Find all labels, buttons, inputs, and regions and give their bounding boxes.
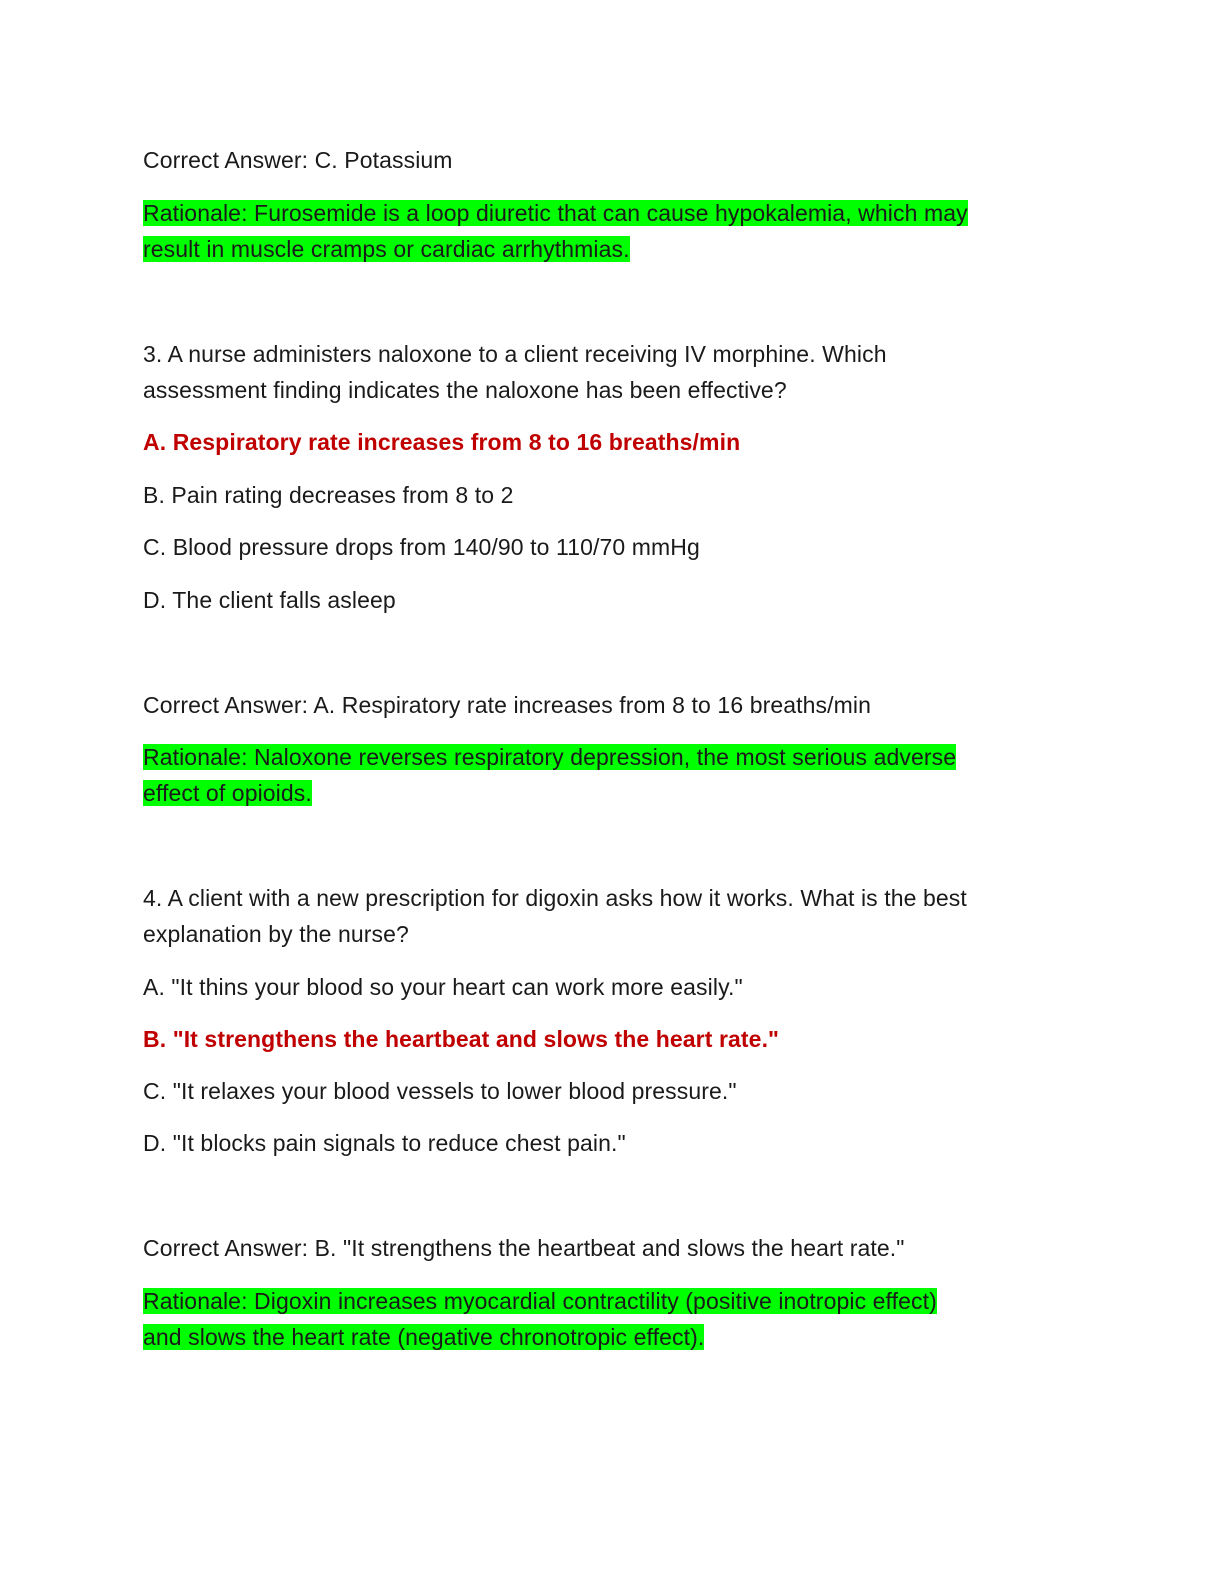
rationale-highlight: effect of opioids. [143, 780, 312, 806]
q3-option-a-correct: A. Respiratory rate increases from 8 to 16 breaths/min [143, 429, 741, 455]
q4-option-b-correct: B. "It strengthens the heartbeat and slows the heart rate." [143, 1026, 780, 1052]
rationale-q4-line1 [143, 1286, 937, 1316]
question-4-line2: explanation by the nurse? [143, 921, 409, 947]
q4-option-d: D. "It blocks pain signals to reduce chest pain." [143, 1130, 626, 1156]
rationale-highlight: Rationale: Naloxone reverses respiratory depression, the most serious adverse [143, 744, 957, 770]
rationale-highlight: Rationale: Digoxin increases myocardial contractility (positive inotropic effect) [143, 1288, 937, 1314]
rationale-q2-line1 [143, 198, 968, 228]
q3-option-d: D. The client falls asleep [143, 587, 396, 613]
rationale-highlight: Rationale: Furosemide is a loop diuretic that can cause hypokalemia, which may [143, 200, 968, 226]
question-4-line1: 4. A client with a new prescription for digoxin asks how it works. What is the best [143, 885, 967, 911]
rationale-q3-line2 [143, 778, 312, 808]
correct-answer-q4: Correct Answer: B. "It strengthens the heartbeat and slows the heart rate." [143, 1235, 905, 1261]
rationale-q4-line2 [143, 1322, 704, 1352]
correct-answer-q3: Correct Answer: A. Respiratory rate increases from 8 to 16 breaths/min [143, 692, 871, 718]
rationale-highlight: result in muscle cramps or cardiac arrhythmias. [143, 236, 630, 262]
correct-answer-q2: Correct Answer: C. Potassium [143, 147, 453, 173]
q3-option-c: C. Blood pressure drops from 140/90 to 110/70 mmHg [143, 534, 700, 560]
rationale-q3-line1 [143, 742, 956, 772]
q4-option-c: C. "It relaxes your blood vessels to lower blood pressure." [143, 1078, 737, 1104]
question-3-line1: 3. A nurse administers naloxone to a client receiving IV morphine. Which [143, 341, 887, 367]
rationale-highlight: and slows the heart rate (negative chronotropic effect). [143, 1324, 705, 1350]
q3-option-b: B. Pain rating decreases from 8 to 2 [143, 482, 514, 508]
question-3-line2: assessment finding indicates the naloxone has been effective? [143, 377, 787, 403]
q4-option-a: A. "It thins your blood so your heart can work more easily." [143, 974, 743, 1000]
rationale-q2-line2 [143, 234, 630, 264]
